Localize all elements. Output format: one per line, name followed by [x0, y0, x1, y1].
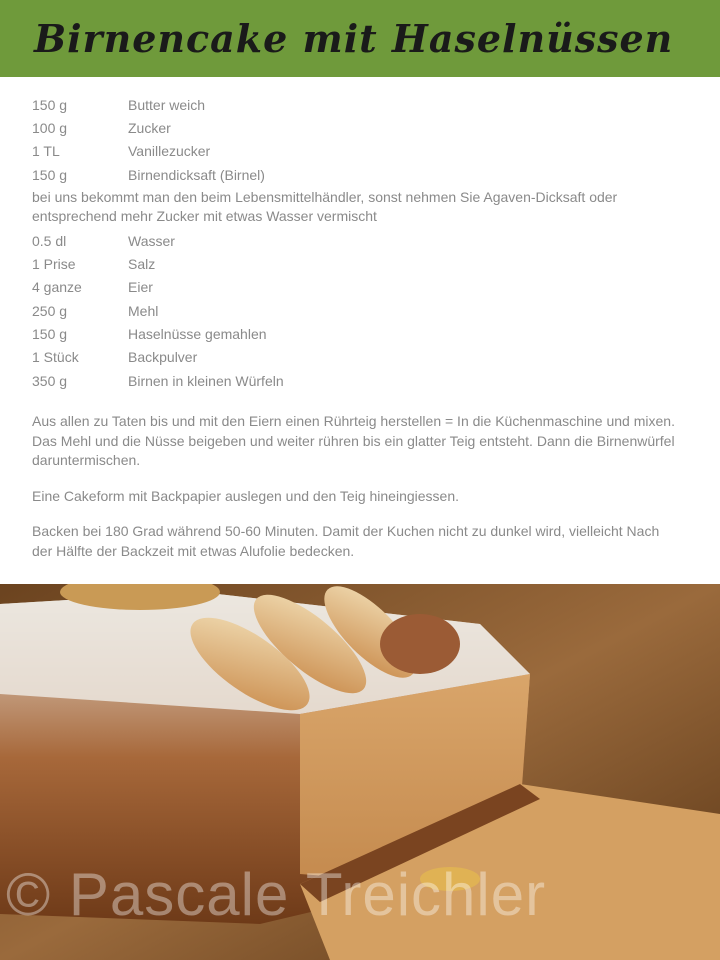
ingredient-name: Mehl — [128, 302, 159, 319]
title-bar — [0, 0, 720, 77]
ingredient-name: Birnendicksaft (Birnel) — [128, 166, 265, 183]
watermark: © Pascale Treichler — [6, 861, 547, 928]
ingredient-name: Haselnüsse gemahlen — [128, 326, 267, 343]
ingredient-note: bei uns bekommt man den beim Lebensmittelhändler, sonst nehmen Sie Agaven-Dicksaft oder entsprechend mehr Zucker mit etwas Wasser vermischt — [32, 189, 618, 225]
ingredient-name: Birnen in kleinen Würfeln — [128, 372, 284, 389]
ingredient-quantity: 250 g — [32, 302, 68, 319]
ingredient-row — [32, 93, 692, 116]
ingredient-name: Backpulver — [128, 349, 198, 366]
ingredient-row — [32, 346, 692, 369]
ingredient-row — [32, 116, 692, 139]
instruction-paragraph: Eine Cakeform mit Backpapier auslegen und den Teig hineingiessen. — [32, 487, 460, 504]
ingredient-row — [32, 163, 692, 186]
ingredient-quantity: 150 g — [32, 326, 68, 343]
ingredient-row — [32, 229, 692, 252]
ingredient-quantity: 1 Prise — [32, 256, 76, 273]
ingredient-row — [32, 252, 692, 275]
ingredient-name: Butter weich — [128, 96, 206, 113]
ingredient-name: Vanillezucker — [128, 143, 211, 160]
ingredient-name: Wasser — [128, 232, 175, 249]
ingredient-name: Eier — [128, 279, 153, 296]
ingredient-quantity: 1 Stück — [32, 349, 79, 366]
ingredient-row — [32, 369, 692, 392]
ingredient-row — [32, 276, 692, 299]
ingredient-name: Zucker — [128, 119, 171, 136]
ingredient-quantity: 4 ganze — [32, 279, 82, 296]
instruction-paragraph: Backen bei 180 Grad während 50-60 Minuten. Damit der Kuchen nicht zu dunkel wird, vielleicht Nach der Hälfte der Backzeit mit etwas Alufolie bedecken. — [32, 523, 660, 559]
ingredient-quantity: 100 g — [32, 119, 68, 136]
ingredient-name: Salz — [128, 256, 156, 273]
pear-slice — [380, 614, 460, 674]
ingredient-row — [32, 140, 692, 163]
ingredient-row — [32, 322, 692, 345]
ingredient-quantity: 350 g — [32, 372, 68, 389]
ingredient-list — [32, 93, 692, 392]
instruction-paragraph: Aus allen zu Taten bis und mit den Eiern einen Rührteig herstellen = In die Küchenmaschine und mixen. Das Mehl und die Nüsse beigeben und weiter rühren bis ein glatter Teig entsteht. Dann die Birnenwürfel daruntermischen. — [32, 413, 675, 468]
ingredient-quantity: 1 TL — [32, 143, 60, 160]
page-title: Birnencake mit Haselnüssen — [34, 16, 674, 61]
ingredient-quantity: 0.5 dl — [32, 232, 67, 249]
ingredient-quantity: 150 g — [32, 166, 68, 183]
ingredient-quantity: 150 g — [32, 96, 68, 113]
cake-photo — [0, 584, 720, 960]
ingredient-row — [32, 299, 692, 322]
instructions — [32, 412, 682, 577]
